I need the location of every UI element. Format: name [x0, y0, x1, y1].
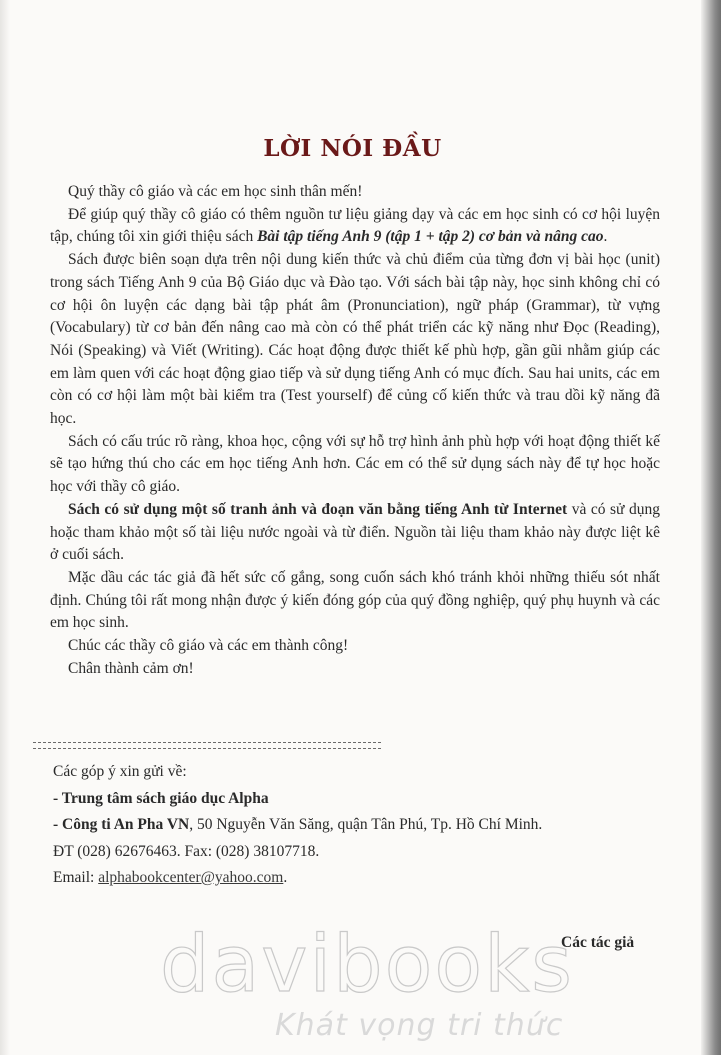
preface-body	[50, 181, 660, 680]
page-title: LỜI NÓI ĐẦU	[263, 135, 442, 163]
authors-signoff: Các tác giả	[561, 934, 635, 951]
sources-paragraph: Sách có sử dụng một số tranh ảnh và đoạn văn bằng tiếng Anh từ Internet và có sử dụng hoặc tham khảo một số tài liệu nước ngoài và từ điển. Nguồn tài liệu tham khảo này được liệt kê ở cuối sách.	[50, 500, 660, 564]
watermark-brand: davibooks	[160, 920, 574, 1010]
greeting-paragraph: Quý thầy cô giáo và các em học sinh thân mến!	[68, 183, 363, 200]
closing-thanks: Chân thành cảm ơn!	[68, 659, 194, 677]
contact-company: - Công ti An Pha VN, 50 Nguyễn Văn Săng, quận Tân Phú, Tp. Hồ Chí Minh.	[53, 816, 543, 833]
content-paragraph: Sách được biên soạn dựa trên nội dung kiến thức và chủ điểm của từng đơn vị bài học (unit) trong sách Tiếng Anh 9 của Bộ Giáo dục và Đào tạo. Với sách bài tập này, học sinh không chỉ có cơ hội ôn luyện các dạng bài tập phát âm (Pronunciation), ngữ pháp (Grammar), từ vựng (Vocabulary) từ cơ bản đến nâng cao mà còn có thể phát triển các kỹ năng như Đọc (Reading), Nói (Speaking) và Viết (Writing). Các hoạt động được thiết kế phù hợp, gần gũi nhằm giúp các em làm quen với các hoạt động giao tiếp và sử dụng tiếng Anh có mục đích. Sau hai units, các em còn có cơ hội làm một bài kiểm tra (Test yourself) để củng cố kiến thức và trau dồi kỹ năng đã học.	[50, 251, 660, 428]
section-divider	[33, 742, 381, 749]
contact-block	[53, 759, 673, 892]
structure-paragraph: Sách có cấu trúc rõ ràng, khoa học, cộng với sự hỗ trợ hình ảnh phù hợp với hoạt động thiết kế sẽ tạo hứng thú cho các em học tiếng Anh hơn. Các em có thể sử dụng sách này để tự học hoặc học với thầy cô giáo.	[50, 432, 660, 496]
contact-email: Email: alphabookcenter@yahoo.com.	[53, 869, 288, 886]
contact-phone: ĐT (028) 62676463. Fax: (028) 38107718.	[53, 842, 320, 860]
closing-wish: Chúc các thầy cô giáo và các em thành công!	[68, 637, 349, 655]
contact-intro: Các góp ý xin gửi về:	[53, 763, 187, 780]
email-link[interactable]: alphabookcenter@yahoo.com	[98, 869, 284, 886]
intro-paragraph: Để giúp quý thầy cô giáo có thêm nguồn tư liệu giảng dạy và các em học sinh có cơ hội luyện tập, chúng tôi xin giới thiệu sách Bài tập tiếng Anh 9 (tập 1 + tập 2) cơ bản và nâng cao.	[50, 205, 660, 246]
watermark-tagline: Khát vọng tri thức	[275, 1008, 564, 1043]
contact-center: - Trung tâm sách giáo dục Alpha	[53, 789, 269, 807]
book-title: Bài tập tiếng Anh 9 (tập 1 + tập 2) cơ bản và nâng cao	[257, 228, 604, 246]
feedback-paragraph: Mặc dầu các tác giả đã hết sức cố gắng, song cuốn sách khó tránh khỏi những thiếu sót nhất định. Chúng tôi rất mong nhận được ý kiến đóng góp của quý đồng nghiệp, quý phụ huynh và các em học sinh.	[50, 568, 660, 632]
sources-note: Sách có sử dụng một số tranh ảnh và đoạn văn bằng tiếng Anh từ Internet	[68, 500, 568, 518]
